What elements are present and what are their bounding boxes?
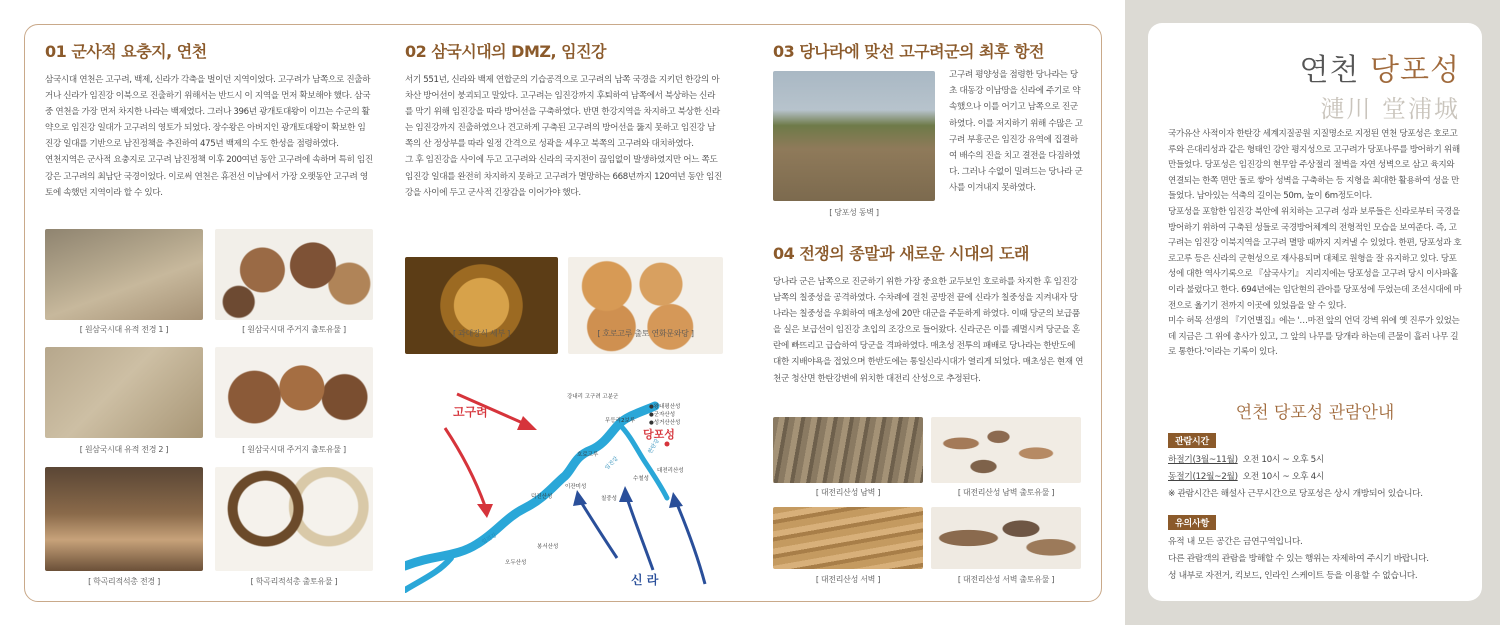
photo-artifacts-2 — [215, 347, 373, 438]
map-place-sucheolseong: 수철성 — [633, 476, 649, 482]
photo-site-1 — [45, 229, 203, 320]
section-04 — [773, 241, 1085, 387]
section-01-title: 01 군사적 요충지, 연천 — [45, 42, 207, 61]
caption-west-wall-artifacts: [ 대전리산성 서벽 출토유물 ] — [957, 575, 1055, 584]
caption-site-1: [ 원삼국시대 유적 전경 1 ] — [79, 325, 169, 334]
section-03-body: 고구려 평양성을 점령한 당나라는 당초 대동강 이남땅을 신라에 주기로 약속했으나 이를 어기고 남쪽으로 진군하였다. 이를 저지하기 위해 수많은 고구려 부흥군은 임진강 유역에 집결하여 배수의 진을 치고 결전을 다짐하였다. 그러나 수없이 밀려드는 당나라 군사를 이겨내지 못하였다. — [949, 70, 1083, 194]
section-02-body — [405, 72, 723, 201]
notice-1: 유적 내 모든 공간은 금연구역입니다. — [1168, 537, 1303, 547]
map-place-gangnaeri: 강내리 고구려 고분군 — [567, 394, 619, 400]
photo-tomb-artifacts — [215, 467, 373, 571]
section-02-paragraph-1: 서기 551년, 신라와 백제 연합군의 기습공격으로 고구려의 남쪽 국경을 지키던 한강의 아차산 방어선이 붕괴되고 말았다. 고구려는 임진강까지 후퇴하여 남쪽에서 북상하는 신라를 막기 위해 임진강을 따라 방어선을 구축하였다. 반면 한강지역을 차지하고 북상한 신라는 임진강까지 진출하였으나 견고하게 구축된 고구려의 방어선을 뚫지 못하고 임진강 남쪽의 산 정상부를 따라 일정 간격으로 성곽을 세우고 북쪽의 고구려와 대치하였다. — [405, 75, 720, 150]
dangpo-marker — [665, 442, 670, 447]
caption-tomb: [ 학곡리적석총 전경 ] — [88, 577, 160, 586]
photo-west-wall-artifacts — [931, 507, 1081, 569]
section-03-title: 03 당나라에 맞선 고구려군의 최후 항전 — [773, 42, 1044, 61]
hours-note: ※ 관람시간은 해설사 근무시간으로 당포성은 상시 개방되어 있습니다. — [1168, 488, 1423, 499]
goguryeo-arrow-2-head — [477, 504, 493, 518]
map-fort-1: ●왕내평산성 — [649, 404, 681, 410]
brochure-inner-frame — [24, 24, 1102, 602]
map-place-bongseosanseong: 봉서산성 — [537, 544, 559, 550]
photo-west-wall — [773, 507, 923, 569]
caption-south-wall-artifacts: [ 대전리산성 남벽 출토유물 ] — [957, 488, 1055, 497]
caption-south-wall: [ 대전리산성 남벽 ] — [815, 488, 881, 497]
side-description — [1168, 127, 1464, 361]
map-fort-2: ●군자산성 — [649, 412, 676, 418]
side-title-accent: 당포성 — [1370, 53, 1460, 88]
map-fort-3: ●성거산산성 — [649, 420, 681, 426]
caption-tomb-artifacts: [ 학곡리적석총 출토유물 ] — [250, 577, 338, 586]
side-card — [1148, 23, 1482, 601]
photo-roof-tiles — [568, 257, 723, 354]
photo-dangpo-east-wall — [773, 71, 935, 201]
map-river-imjin-lower: 임진강 — [481, 532, 498, 546]
side-paragraph-1: 국가유산 사적이자 한탄강 세계지질공원 지질명소로 지정된 연천 당포성은 호로고루와 은대리성과 같은 형태인 강안 평지성으로 고구려가 당포나루를 방어하기 위해 만들었다. 당포성은 임진강의 현무암 주상절리 절벽을 자연 성벽으로 삼고 육지와 연결되는 한쪽 면만 돌로 쌓아 성벽을 구축하는 등 지형을 최대한 활용하여 성을 만들었다. 남아있는 석축의 길이는 50m, 높이 6m정도이다. — [1168, 129, 1460, 202]
photo-artifacts-1 — [215, 229, 373, 320]
caption-artifacts-2: [ 원삼국시대 주거지 출토유물 ] — [242, 445, 346, 454]
section-02-paragraph-2: 그 후 임진강을 사이에 두고 고구려와 신라의 국지전이 끊임없이 발생하였지만 어느 쪽도 임진강 일대를 완전히 차지하지 못하고 고구려가 멸망하는 668년까지 120여년 동안 임진강을 사이에 두고 군사적 긴장감을 이어가야 했다. — [405, 155, 722, 198]
map-place-mudeungri: 무등리2보루 — [605, 418, 636, 424]
photo-tomb — [45, 467, 203, 571]
visitor-guide-title: 연천 당포성 관람안내 — [1235, 403, 1395, 423]
side-title — [1300, 45, 1460, 89]
notice-info — [1168, 534, 1468, 584]
notice-3: 성 내부로 자전거, 킥보드, 인라인 스케이트 등을 이용할 수 없습니다. — [1168, 570, 1418, 581]
hours-badge: 관람시간 — [1168, 433, 1216, 448]
photo-south-wall-artifacts — [931, 417, 1081, 483]
silla-arrow-2-head — [573, 490, 587, 506]
summer-label: 하절기(3월~11월) — [1168, 455, 1238, 465]
hours-info — [1168, 452, 1468, 502]
caption-belt-ornament: [ 과대장식 세부 ] — [453, 329, 510, 338]
silla-arrow-2 — [581, 502, 617, 558]
notice-2: 다른 관람객의 관람을 방해할 수 있는 행위는 자제하여 주시기 바랍니다. — [1168, 553, 1429, 564]
photo-site-2 — [45, 347, 203, 438]
goguryeo-arrow-2 — [445, 428, 485, 506]
map-river-hantan: 한탄강 — [647, 438, 661, 455]
section-04-title: 04 전쟁의 종말과 새로운 시대의 도래 — [773, 244, 1030, 263]
caption-site-2: [ 원삼국시대 유적 전경 2 ] — [79, 445, 169, 454]
photo-south-wall — [773, 417, 923, 483]
caption-dangpo-east-wall: [ 당포성 동벽 ] — [829, 208, 879, 217]
winter-time: 오전 10시 ~ 오후 4시 — [1242, 471, 1325, 482]
map-place-ijanmiseong: 이잔미성 — [565, 484, 587, 490]
caption-west-wall: [ 대전리산성 서벽 ] — [815, 575, 881, 584]
section-01-paragraph-1: 삼국시대 연천은 고구려, 백제, 신라가 각축을 벌이던 지역이었다. 고구려가 남쪽으로 진출하거나 신라가 임진강 이북으로 진출하기 위해서는 반드시 이 지역을 먼저 확보해야 했다. 삼국 중 연천을 가장 먼저 차지한 나라는 백제였다. 그러나 396년 광개토대왕이 이끄는 수군의 활약으로 임진강 일대가 고구려의 영토가 되었다. 장수왕은 아버지인 광개토대왕이 확보한 임진강 일대를 기반으로 남진정책을 추진하여 475년 백제의 수도 한성을 점령하였다. — [45, 75, 371, 150]
silla-arrow-3 — [677, 504, 705, 584]
side-paragraph-2: 당포성을 포함한 임진강 북안에 위치하는 고구려 성과 보루들은 신라로부터 국경을 방어하기 위하여 구축된 성들로 국경방어체계의 전형적인 모습을 보여준다. 즉, 고구려는 임진강 이북지역을 고구려 멸망 때까지 지켜낼 수 있었다. 한편, 당포성과 호로고루 등은 신라의 군현성으로 재사용되며 대체로 원형을 잘 유지하고 있다. 당포성에 대한 역사기록으로 『삼국사기』 지리지에는 당포성을 고구려 당시 이사파홀이라 불렀다고 한다. 694년에는 임단현의 관아를 당포성에 두었는데 조선시대에 마전으로 옮기기 전까지 이곳에 있었음을 알 수 있다. — [1168, 206, 1462, 311]
section-02-title: 02 삼국시대의 DMZ, 임진강 — [405, 42, 607, 61]
map-label-dangpo: 당포성 — [643, 428, 675, 441]
map-place-odusanseong: 오두산성 — [505, 560, 527, 566]
side-panel — [1125, 0, 1500, 625]
silla-arrow-3-head — [669, 492, 683, 508]
map-label-goguryeo: 고구려 — [453, 405, 488, 419]
section-02 — [405, 39, 723, 201]
historical-map — [405, 358, 723, 598]
side-title-prefix: 연천 — [1299, 53, 1371, 88]
map-place-daejeonri: 대전리산성 — [657, 468, 684, 474]
section-01 — [45, 39, 373, 201]
section-01-body — [45, 72, 373, 201]
notice-badge: 유의사항 — [1168, 515, 1216, 530]
silla-arrow-1 — [627, 498, 653, 570]
map-river-imjin: 임진강 — [604, 455, 620, 472]
caption-artifacts-1: [ 원삼국시대 주거지 출토유물 ] — [242, 325, 346, 334]
summer-hours — [1168, 452, 1468, 469]
silla-arrow-1-head — [619, 486, 633, 502]
section-01-paragraph-2: 연천지역은 군사적 요충지로 고구려 남진정책 이후 200여년 동안 고구려에 속하며 특히 임진강은 고구려의 최남단 국경이었다. 이로써 연천은 휴전선 이남에서 가장 오랫동안 고구려 영토에 속했던 지역이라 할 수 있다. — [45, 155, 373, 198]
map-place-deokjinsanseong: 덕진산성 — [531, 494, 553, 500]
map-label-silla: 신 라 — [631, 573, 659, 587]
map-place-horogoru: 호로고루 — [577, 452, 599, 458]
caption-roof-tiles: [ 호로고루 출토 연화문와당 ] — [597, 329, 694, 338]
summer-time: 오전 10시 ~ 오후 5시 — [1242, 455, 1325, 465]
side-title-hanja: 漣川 堂浦城 — [1320, 95, 1460, 123]
photo-belt-ornament — [405, 257, 558, 354]
section-04-body: 당나라 군은 남쪽으로 진군하기 위한 가장 중요한 교두보인 호로하를 차지한 후 임진강 남쪽의 칠중성을 공격하였다. 수차례에 걸친 공방전 끝에 신라가 칠중성을 지켜내자 당나라는 칠중성을 우회하여 매초성에 20만 대군을 주둔하게 하였다. 이때 당군의 보급품을 실은 보급선이 임진강 초입의 조강으로 들어왔다. 신라군은 이를 궤멸시켜 당군을 혼란에 빠뜨리고 급습하여 당군을 격파하였다. 매초성 전투의 패배로 당나라는 한반도에 대한 지배야욕을 접었으며 한반도에는 통일신라시대가 열리게 되었다. 매초성은 현재 연천군 청산면 한탄강변에 위치한 대전리 산성으로 추정된다. — [773, 277, 1084, 384]
goguryeo-arrow-1-head — [517, 416, 537, 430]
map-place-chiljungseong: 칠중성 — [601, 496, 617, 502]
winter-hours — [1168, 469, 1468, 486]
winter-label: 동절기(12월~2월) — [1168, 471, 1238, 482]
side-paragraph-3: 미수 허목 선생의 『기언별집』에는 '…마전 앞의 언덕 강벽 위에 옛 진루가 있었는데 지금은 그 위에 총사가 있고, 그 앞의 나무를 당개라 하는데 큰물이 흘러 나무 길로 통한다.'이라는 기록이 있다. — [1168, 316, 1460, 358]
